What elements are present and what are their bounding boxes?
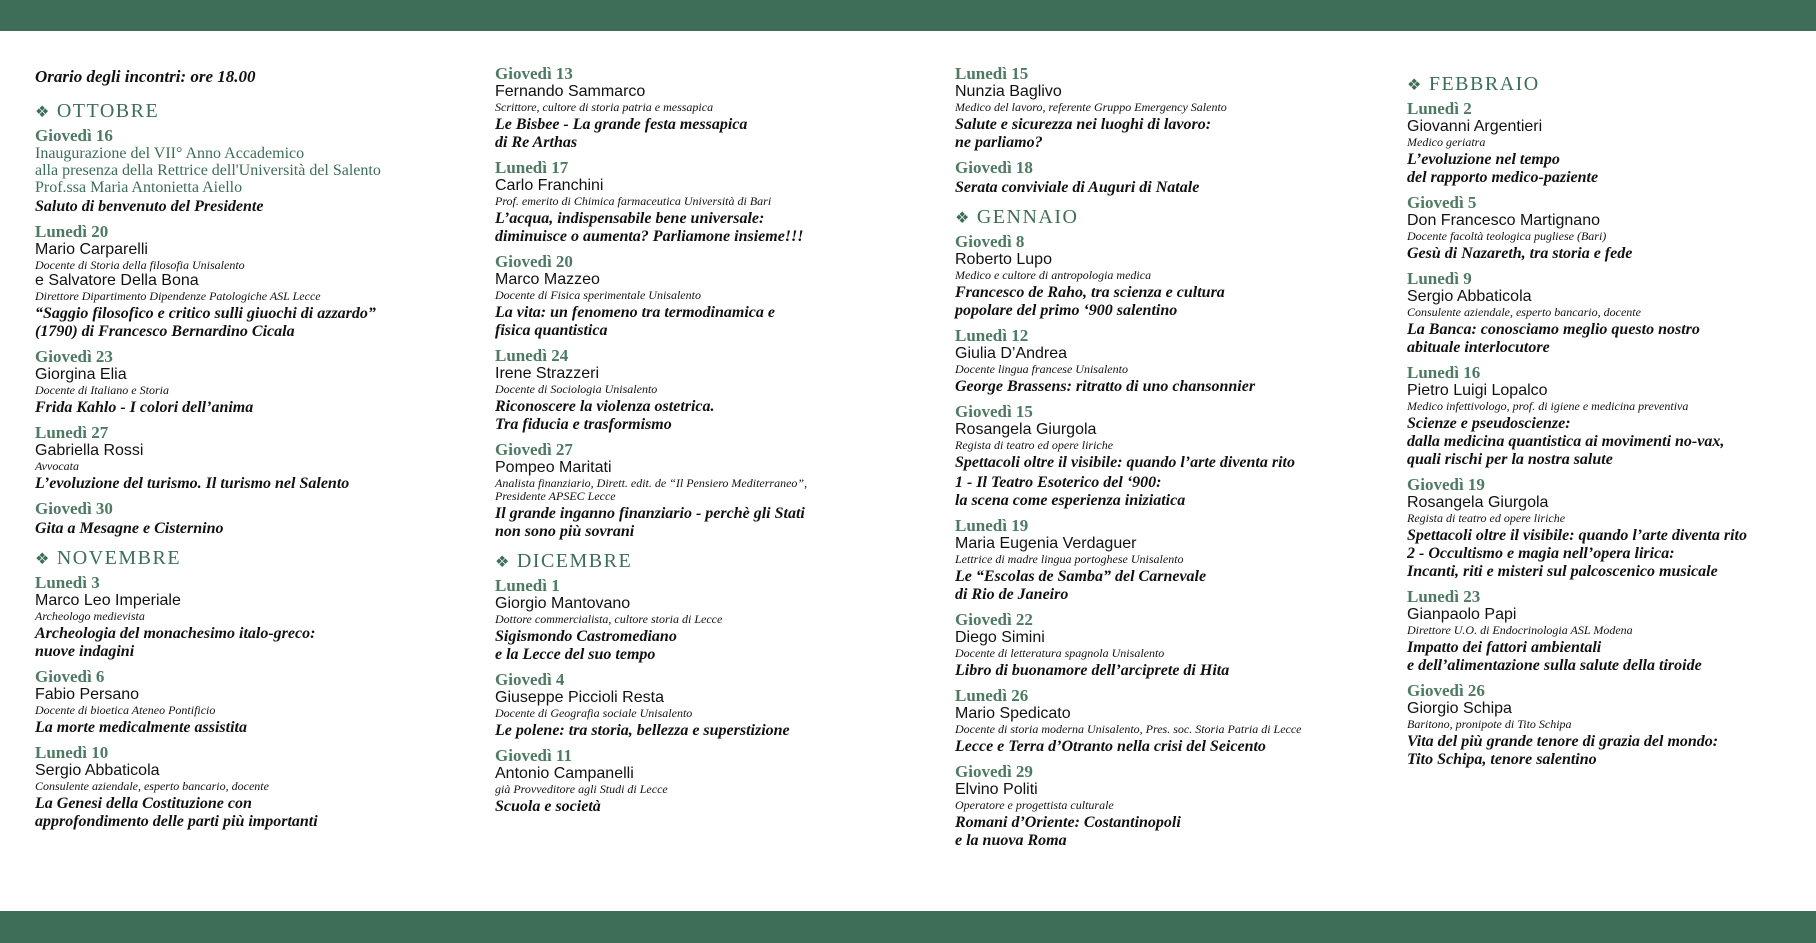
event-date: Giovedì 20 xyxy=(495,252,573,271)
speaker-role: Avvocata xyxy=(35,459,79,473)
speaker-role: Regista di teatro ed opere liriche xyxy=(955,438,1114,452)
month-name: GENNAIO xyxy=(976,206,1079,228)
event-date: Lunedì 17 xyxy=(495,158,569,177)
speaker-role: Scrittore, cultore di storia patria e messapica xyxy=(495,100,714,114)
event-date: Lunedì 10 xyxy=(35,743,109,762)
talk-title: Serata conviviale di Auguri di Natale xyxy=(955,179,1200,196)
event-item xyxy=(1407,475,1816,581)
talk-title: L’evoluzione del turismo. Il turismo nel Salento xyxy=(35,475,350,492)
speaker-role: Docente lingua francese Unisalento xyxy=(955,362,1128,376)
talk-title: Archeologia del monachesimo italo-greco: xyxy=(35,625,316,642)
talk-title: Incanti, riti e misteri sul palcoscenico musicale xyxy=(1407,563,1718,580)
bottom-band xyxy=(0,911,1816,943)
speaker-role: Dottore commercialista, cultore storia di Lecce xyxy=(495,612,723,626)
speaker-role: Medico e cultore di antropologia medica xyxy=(955,268,1152,282)
speaker-name: Sergio Abbaticola xyxy=(35,762,160,779)
month-name: DICEMBRE xyxy=(516,550,633,572)
event-date: Giovedì 27 xyxy=(495,440,573,459)
talk-title: L’evoluzione nel tempo xyxy=(1407,151,1560,168)
speaker-role: Docente di storia moderna Unisalento, Pres. soc. Storia Patria di Lecce xyxy=(955,722,1302,736)
talk-title: di Rio de Janeiro xyxy=(955,586,1069,603)
event-item xyxy=(495,576,925,664)
speaker-name: Giorgina Elia xyxy=(35,366,127,383)
speaker-role: già Provveditore agli Studi di Lecce xyxy=(495,782,668,796)
talk-title: dalla medicina quantistica ai movimenti no-vax, xyxy=(1407,433,1725,450)
event-item xyxy=(955,610,1385,680)
event-date: Lunedì 9 xyxy=(1407,269,1472,288)
ornament-icon: ❖ xyxy=(955,210,971,227)
speaker-name: Giorgio Mantovano xyxy=(495,595,631,612)
event-item xyxy=(1407,363,1816,469)
event-date: Giovedì 5 xyxy=(1407,193,1477,212)
event-item xyxy=(35,573,465,661)
speaker-name: Gabriella Rossi xyxy=(35,442,144,459)
event-item xyxy=(495,346,925,434)
event-item xyxy=(495,440,925,541)
event-item xyxy=(955,232,1385,320)
speaker-name: Rosangela Giurgola xyxy=(955,421,1097,438)
speaker-name: Don Francesco Martignano xyxy=(1407,212,1600,229)
talk-title: Salute e sicurezza nei luoghi di lavoro: xyxy=(955,116,1212,133)
talk-title: L’acqua, indispensabile bene universale: xyxy=(495,210,765,227)
talk-title: quali rischi per la nostra salute xyxy=(1407,451,1613,468)
event-date: Lunedì 26 xyxy=(955,686,1029,705)
speaker-name: Pompeo Maritati xyxy=(495,459,612,476)
event-item xyxy=(35,499,465,538)
event-date: Giovedì 19 xyxy=(1407,475,1485,494)
event-date: Giovedì 18 xyxy=(955,158,1033,177)
talk-title: “Saggio filosofico e critico sulli giuochi di azzardo” xyxy=(35,305,376,322)
talk-title: di Re Arthas xyxy=(495,134,578,151)
meeting-hours: Orario degli incontri: ore 18.00 xyxy=(35,67,256,86)
talk-title: del rapporto medico-paziente xyxy=(1407,169,1599,186)
speaker-role: Medico del lavoro, referente Gruppo Emergency Salento xyxy=(955,100,1227,114)
event-item xyxy=(35,347,465,417)
speaker-name: Sergio Abbaticola xyxy=(1407,288,1532,305)
event-item xyxy=(955,686,1385,756)
speaker-role: Presidente APSEC Lecce xyxy=(495,489,616,503)
speaker-role: Direttore Dipartimento Dipendenze Patologiche ASL Lecce xyxy=(35,289,321,303)
speaker-role: Medico geriatra xyxy=(1407,135,1486,149)
event-item xyxy=(35,667,465,737)
speaker-name: Mario Spedicato xyxy=(955,705,1071,722)
event-date: Giovedì 15 xyxy=(955,402,1033,421)
event-date: Giovedì 4 xyxy=(495,670,565,689)
talk-title: George Brassens: ritratto di uno chansonnier xyxy=(955,378,1256,395)
speaker-role: Docente di bioetica Ateneo Pontificio xyxy=(35,703,216,717)
speaker-role: Operatore e progettista culturale xyxy=(955,798,1114,812)
speaker-role: Docente di Sociologia Unisalento xyxy=(495,382,658,396)
event-item xyxy=(1407,269,1816,357)
talk-title: (1790) di Francesco Bernardino Cicala xyxy=(35,323,295,340)
ornament-icon: ❖ xyxy=(495,554,511,571)
event-date: Lunedì 23 xyxy=(1407,587,1481,606)
talk-title: Le Bisbee - La grande festa messapica xyxy=(495,116,748,133)
speaker-name: Elvino Politi xyxy=(955,781,1038,798)
speaker-role: Docente di Geografia sociale Unisalento xyxy=(495,706,693,720)
event-date: Lunedì 20 xyxy=(35,222,109,241)
event-date: Giovedì 29 xyxy=(955,762,1033,781)
speaker-name: Fabio Persano xyxy=(35,686,140,703)
event-item xyxy=(955,762,1385,850)
talk-title: Francesco de Raho, tra scienza e cultura xyxy=(955,284,1225,301)
talk-title: La Genesi della Costituzione con xyxy=(35,795,252,812)
speaker-role: Analista finanziario, Dirett. edit. de “Il Pensiero Mediterraneo”, xyxy=(495,476,808,490)
talk-subtitle: la scena come esperienza iniziatica xyxy=(955,492,1186,509)
event-item xyxy=(1407,99,1816,187)
speaker-name: Irene Strazzeri xyxy=(495,365,600,382)
event-date: Lunedì 3 xyxy=(35,573,100,592)
speaker-name: Antonio Campanelli xyxy=(495,765,634,782)
month-heading xyxy=(495,549,925,575)
event-item xyxy=(955,516,1385,604)
speaker-name: Giovanni Argentieri xyxy=(1407,118,1543,135)
speaker-name: Pietro Luigi Lopalco xyxy=(1407,382,1548,399)
speaker-role: Docente di letteratura spagnola Unisalento xyxy=(955,646,1165,660)
speaker-name: Gianpaolo Papi xyxy=(1407,606,1517,623)
speaker-name: Fernando Sammarco xyxy=(495,83,646,100)
talk-title: Il grande inganno finanziario - perchè gli Stati xyxy=(495,505,805,522)
talk-title: Spettacoli oltre il visibile: quando l’arte diventa rito xyxy=(1407,527,1747,544)
talk-title: Lecce e Terra d’Otranto nella crisi del Seicento xyxy=(955,738,1266,755)
event-date: Lunedì 12 xyxy=(955,326,1029,345)
speaker-name: Marco Leo Imperiale xyxy=(35,592,181,609)
event-date: Lunedì 19 xyxy=(955,516,1029,535)
speaker-role: Docente facoltà teologica pugliese (Bari) xyxy=(1407,229,1607,243)
event-item xyxy=(35,743,465,831)
speaker-name: Giulia D’Andrea xyxy=(955,345,1068,362)
event-item xyxy=(955,64,1385,152)
speaker-name: e Salvatore Della Bona xyxy=(35,272,199,289)
talk-title: diminuisce o aumenta? Parliamone insieme!!! xyxy=(495,228,804,245)
event-item xyxy=(495,746,925,816)
speaker-role: Consulente aziendale, esperto bancario, docente xyxy=(1407,305,1641,319)
column-3 xyxy=(955,64,1385,856)
event-item xyxy=(35,423,465,493)
talk-title: abituale interlocutore xyxy=(1407,339,1550,356)
speaker-name: Giuseppe Piccioli Resta xyxy=(495,689,664,706)
speaker-role: Direttore U.O. di Endocrinologia ASL Modena xyxy=(1407,623,1633,637)
talk-subtitle: 1 - Il Teatro Esoterico del ‘900: xyxy=(955,474,1162,491)
talk-title: Romani d’Oriente: Costantinopoli xyxy=(955,814,1181,831)
speaker-name: Giorgio Schipa xyxy=(1407,700,1512,717)
talk-title: Gesù di Nazareth, tra storia e fede xyxy=(1407,245,1633,262)
month-name: NOVEMBRE xyxy=(56,547,182,569)
speaker-role: Consulente aziendale, esperto bancario, docente xyxy=(35,779,269,793)
event-item xyxy=(1407,193,1816,263)
speaker-name: Mario Carparelli xyxy=(35,241,148,258)
column-4 xyxy=(1407,64,1816,775)
talk-title: e dell’alimentazione sulla salute della tiroide xyxy=(1407,657,1702,674)
ornament-icon: ❖ xyxy=(1407,77,1423,94)
column-2 xyxy=(495,64,925,822)
event-date: Giovedì 11 xyxy=(495,746,572,765)
speaker-role: Docente di Fisica sperimentale Unisalento xyxy=(495,288,701,302)
event-item xyxy=(495,64,925,152)
event-date: Giovedì 26 xyxy=(1407,681,1485,700)
talk-title: approfondimento delle parti più importanti xyxy=(35,813,318,830)
talk-title: popolare del primo ‘900 salentino xyxy=(955,302,1178,319)
speaker-name: Roberto Lupo xyxy=(955,251,1052,268)
speaker-role: Prof. emerito di Chimica farmaceutica Università di Bari xyxy=(495,194,772,208)
talk-title: Scuola e società xyxy=(495,798,601,815)
talk-title: Le “Escolas de Samba” del Carnevale xyxy=(955,568,1207,585)
speaker-role: Baritono, pronipote di Tito Schipa xyxy=(1407,717,1572,731)
event-date: Lunedì 27 xyxy=(35,423,109,442)
speaker-name: Carlo Franchini xyxy=(495,177,604,194)
event-item xyxy=(955,158,1385,197)
talk-title: 2 - Occultismo e magia nell’opera lirica: xyxy=(1407,545,1675,562)
month-heading xyxy=(35,99,465,125)
speaker-name: Rosangela Giurgola xyxy=(1407,494,1549,511)
talk-title: non sono più sovrani xyxy=(495,523,635,540)
month-heading xyxy=(35,546,465,572)
event-date: Giovedì 6 xyxy=(35,667,105,686)
event-date: Giovedì 22 xyxy=(955,610,1033,629)
event-date: Giovedì 30 xyxy=(35,499,113,518)
talk-title: Vita del più grande tenore di grazia del mondo: xyxy=(1407,733,1719,750)
talk-title: Le polene: tra storia, bellezza e superstizione xyxy=(495,722,790,739)
talk-title: La Banca: conosciamo meglio questo nostro xyxy=(1407,321,1700,338)
inauguration-line: Prof.ssa Maria Antonietta Aiello xyxy=(35,179,243,196)
speaker-role: Docente di Storia della filosofia Unisalento xyxy=(35,258,245,272)
event-item xyxy=(35,222,465,341)
event-date: Giovedì 16 xyxy=(35,126,113,145)
talk-title: Spettacoli oltre il visibile: quando l’arte diventa rito xyxy=(955,454,1295,471)
speaker-role: Lettrice di madre lingua portoghese Unisalento xyxy=(955,552,1184,566)
event-date: Lunedì 1 xyxy=(495,576,560,595)
talk-title: Libro di buonamore dell’arciprete di Hita xyxy=(955,662,1230,679)
talk-title: Tito Schipa, tenore salentino xyxy=(1407,751,1597,768)
month-heading xyxy=(955,205,1385,231)
talk-title: ne parliamo? xyxy=(955,134,1043,151)
ornament-icon: ❖ xyxy=(35,551,51,568)
talk-title: La vita: un fenomeno tra termodinamica e xyxy=(495,304,775,321)
month-heading xyxy=(1407,72,1816,98)
event-date: Giovedì 23 xyxy=(35,347,113,366)
event-item xyxy=(495,158,925,246)
talk-title: Sigismondo Castromediano xyxy=(495,628,677,645)
speaker-role: Docente di Italiano e Storia xyxy=(35,383,169,397)
talk-title: Frida Kahlo - I colori dell’anima xyxy=(35,399,254,416)
event-item xyxy=(1407,587,1816,675)
talk-title: Gita a Mesagne e Cisternino xyxy=(35,520,224,537)
event-date: Giovedì 8 xyxy=(955,232,1025,251)
inauguration-line: Inaugurazione del VII° Anno Accademico xyxy=(35,145,305,162)
talk-title: La morte medicalmente assistita xyxy=(35,719,247,736)
speaker-name: Diego Simini xyxy=(955,629,1045,646)
event-date: Lunedì 24 xyxy=(495,346,569,365)
event-item xyxy=(955,402,1385,510)
talk-title: Riconoscere la violenza ostetrica. xyxy=(495,398,715,415)
talk-title: Saluto di benvenuto del Presidente xyxy=(35,198,264,215)
event-date: Lunedì 16 xyxy=(1407,363,1481,382)
speaker-name: Maria Eugenia Verdaguer xyxy=(955,535,1137,552)
column-1 xyxy=(35,64,465,837)
talk-title: Tra fiducia e trasformismo xyxy=(495,416,672,433)
ornament-icon: ❖ xyxy=(35,104,51,121)
event-date: Lunedì 2 xyxy=(1407,99,1472,118)
event-date: Lunedì 15 xyxy=(955,64,1029,83)
event-item xyxy=(495,252,925,340)
event-item xyxy=(1407,681,1816,769)
talk-title: e la nuova Roma xyxy=(955,832,1067,849)
month-name: OTTOBRE xyxy=(56,100,160,122)
speaker-role: Regista di teatro ed opere liriche xyxy=(1407,511,1566,525)
inauguration-line: alla presenza della Rettrice dell'Università del Salento xyxy=(35,162,381,179)
talk-title: nuove indagini xyxy=(35,643,135,660)
talk-title: Impatto dei fattori ambientali xyxy=(1407,639,1602,656)
event-item xyxy=(35,126,465,216)
talk-title: fisica quantistica xyxy=(495,322,608,339)
talk-title: e la Lecce del suo tempo xyxy=(495,646,656,663)
speaker-role: Medico infettivologo, prof. di igiene e medicina preventiva xyxy=(1407,399,1689,413)
talk-title: Scienze e pseudoscienze: xyxy=(1407,415,1571,432)
speaker-role: Archeologo medievista xyxy=(35,609,145,623)
event-item xyxy=(955,326,1385,396)
top-band xyxy=(0,0,1816,31)
event-date: Giovedì 13 xyxy=(495,64,573,83)
speaker-name: Marco Mazzeo xyxy=(495,271,600,288)
event-item xyxy=(495,670,925,740)
speaker-name: Nunzia Baglivo xyxy=(955,83,1062,100)
month-name: FEBBRAIO xyxy=(1428,73,1540,95)
